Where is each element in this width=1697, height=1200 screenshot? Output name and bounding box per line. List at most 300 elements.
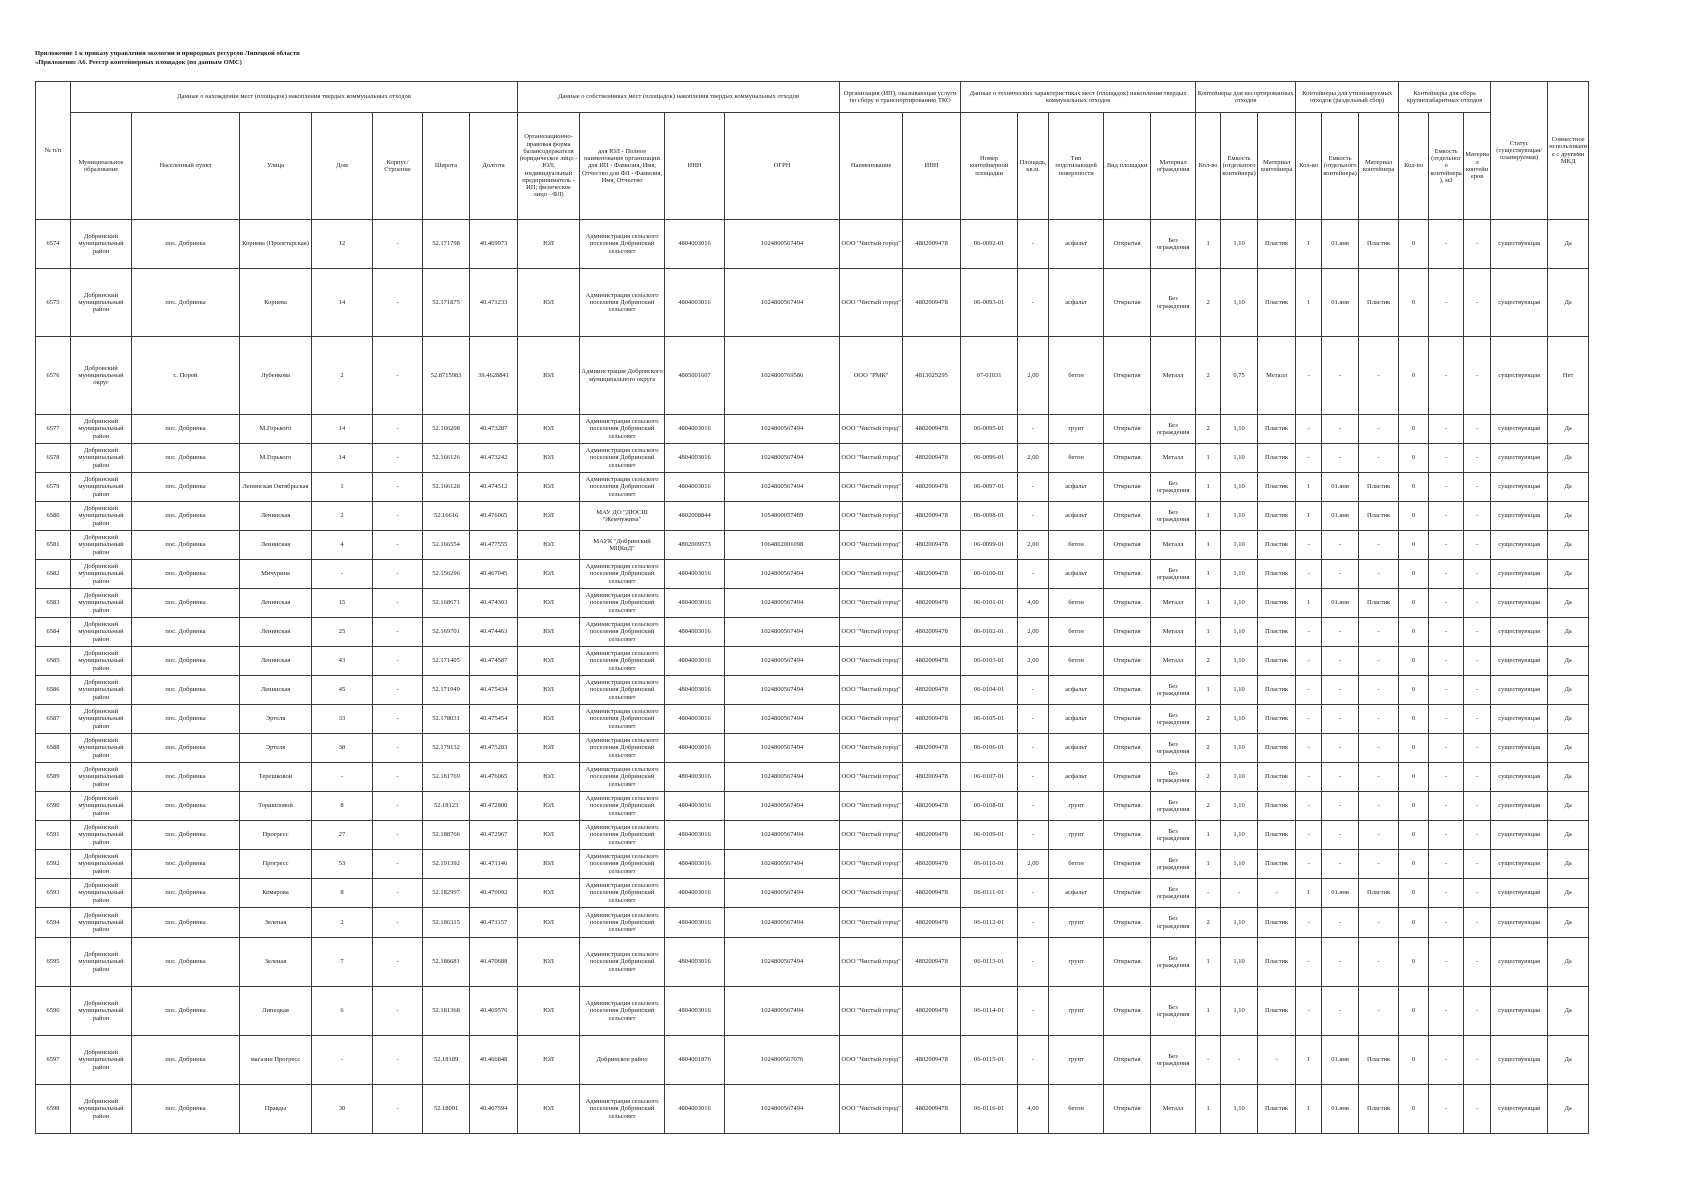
cell-recycle-capacity: - <box>1322 821 1359 850</box>
cell-owner-inn: 4804003016 <box>665 618 725 647</box>
cell-fence: Металл <box>1151 618 1196 647</box>
cell-carrier-name: ООО "Чистый город" <box>840 1085 903 1134</box>
cell-carrier-name: ООО "РМК" <box>840 337 903 415</box>
header-unsorted-qty: Кол-во <box>1196 113 1221 220</box>
cell-owner-ogrn: 1064802001098 <box>725 531 840 560</box>
cell-bulky-capacity: - <box>1429 987 1464 1036</box>
cell-house: 2 <box>312 337 373 415</box>
cell-legal-form: ЮЛ <box>518 531 580 560</box>
cell-recycle-capacity: - <box>1322 938 1359 987</box>
cell-legal-form: ЮЛ <box>518 444 580 473</box>
cell-bulky-qty: 0 <box>1399 647 1429 676</box>
table-row <box>36 705 1589 734</box>
cell-num: 6593 <box>36 879 71 908</box>
cell-unsorted-capacity: 1,10 <box>1221 502 1258 531</box>
cell-longitude: 40.470092 <box>470 879 518 908</box>
cell-status: существующая <box>1491 763 1548 792</box>
cell-site-type: Открытая <box>1104 908 1151 938</box>
cell-site-type: Открытая <box>1104 938 1151 987</box>
cell-legal-form: ЮЛ <box>518 337 580 415</box>
cell-surface: асфальт <box>1049 734 1104 763</box>
cell-site-type: Открытая <box>1104 269 1151 337</box>
cell-carrier-name: ООО "Чистый город" <box>840 850 903 879</box>
cell-bulky-capacity: - <box>1429 269 1464 337</box>
cell-street: Лубенкова <box>240 337 312 415</box>
cell-house: 45 <box>312 676 373 705</box>
cell-settlement: пос. Добринка <box>132 938 240 987</box>
header-num: № п/п <box>36 82 71 220</box>
cell-shared-use: Да <box>1548 560 1589 589</box>
header-latitude: Широта <box>423 113 470 220</box>
cell-recycle-material: - <box>1359 415 1399 444</box>
cell-recycle-material: - <box>1359 444 1399 473</box>
cell-owner-inn: 4804003016 <box>665 763 725 792</box>
cell-street: Правды <box>240 1085 312 1134</box>
cell-owner-ogrn: 1024800567494 <box>725 618 840 647</box>
table-row <box>36 792 1589 821</box>
cell-municipality: Добринский муниципальный район <box>71 1036 132 1085</box>
cell-shared-use: Да <box>1548 705 1589 734</box>
cell-bulky-material: - <box>1464 763 1491 792</box>
cell-unsorted-qty: 1 <box>1196 618 1221 647</box>
cell-owner-ogrn: 1024800567494 <box>725 821 840 850</box>
cell-bulky-qty: 0 <box>1399 589 1429 618</box>
cell-area: 2,00 <box>1018 337 1049 415</box>
cell-bulky-material: - <box>1464 502 1491 531</box>
cell-area: 2,00 <box>1018 444 1049 473</box>
cell-unsorted-material: Пластик <box>1258 269 1296 337</box>
cell-street: Ленинская <box>240 618 312 647</box>
cell-building: - <box>373 502 423 531</box>
cell-recycle-capacity: - <box>1322 531 1359 560</box>
cell-num: 6592 <box>36 850 71 879</box>
cell-building: - <box>373 705 423 734</box>
header-bulky-material: Материал контейнеров <box>1464 113 1491 220</box>
cell-carrier-name: ООО "Чистый город" <box>840 763 903 792</box>
cell-site-type: Открытая <box>1104 792 1151 821</box>
cell-status: существующая <box>1491 987 1548 1036</box>
cell-site-number: 06-0113-01 <box>961 938 1018 987</box>
cell-recycle-capacity: - <box>1322 987 1359 1036</box>
cell-shared-use: Да <box>1548 473 1589 502</box>
cell-area: - <box>1018 473 1049 502</box>
cell-recycle-material: - <box>1359 560 1399 589</box>
cell-area: 4,00 <box>1018 1085 1049 1134</box>
cell-house: - <box>312 560 373 589</box>
cell-longitude: 40.477555 <box>470 531 518 560</box>
cell-settlement: пос. Добринка <box>132 647 240 676</box>
cell-recycle-capacity: 01.янв <box>1322 220 1359 269</box>
cell-unsorted-qty: 2 <box>1196 415 1221 444</box>
cell-building: - <box>373 647 423 676</box>
cell-legal-form: ЮЛ <box>518 938 580 987</box>
cell-house: - <box>312 1036 373 1085</box>
cell-municipality: Добринский муниципальный район <box>71 269 132 337</box>
cell-unsorted-capacity: 1,10 <box>1221 531 1258 560</box>
cell-owner-inn: 4804003016 <box>665 987 725 1036</box>
cell-fence: Металл <box>1151 1085 1196 1134</box>
cell-longitude: 40.476065 <box>470 763 518 792</box>
cell-surface: бетон <box>1049 618 1104 647</box>
cell-unsorted-material: Пластик <box>1258 1085 1296 1134</box>
cell-surface: бетон <box>1049 647 1104 676</box>
cell-num: 6575 <box>36 269 71 337</box>
cell-owner-inn: 4804003016 <box>665 821 725 850</box>
cell-site-number: 06-0105-01 <box>961 705 1018 734</box>
cell-house: 30 <box>312 1085 373 1134</box>
cell-owner-name: МАУК "Добринский МЦКиД" <box>580 531 665 560</box>
cell-area: - <box>1018 763 1049 792</box>
cell-recycle-qty: - <box>1296 444 1322 473</box>
cell-owner-ogrn: 1024800567494 <box>725 908 840 938</box>
cell-bulky-capacity: - <box>1429 1085 1464 1134</box>
cell-street: Ленинская Октябрьская <box>240 473 312 502</box>
cell-site-number: 07-01031 <box>961 337 1018 415</box>
cell-municipality: Добринский муниципальный район <box>71 531 132 560</box>
cell-fence: Без ограждения <box>1151 415 1196 444</box>
cell-carrier-name: ООО "Чистый город" <box>840 705 903 734</box>
cell-area: - <box>1018 705 1049 734</box>
cell-settlement: пос. Добринка <box>132 589 240 618</box>
cell-surface: асфальт <box>1049 473 1104 502</box>
cell-recycle-capacity: 01.янв <box>1322 1085 1359 1134</box>
cell-municipality: Добринский муниципальный район <box>71 444 132 473</box>
table-row <box>36 821 1589 850</box>
cell-status: существующая <box>1491 560 1548 589</box>
cell-recycle-capacity: - <box>1322 676 1359 705</box>
cell-shared-use: Да <box>1548 676 1589 705</box>
cell-longitude: 40.472800 <box>470 792 518 821</box>
cell-surface: грунт <box>1049 908 1104 938</box>
cell-carrier-name: ООО "Чистый город" <box>840 1036 903 1085</box>
cell-owner-name: Администрация сельского поселения Добринский сельсовет <box>580 987 665 1036</box>
cell-legal-form: ЮЛ <box>518 879 580 908</box>
cell-owner-name: Администрация сельского поселения Добринский сельсовет <box>580 647 665 676</box>
table-row <box>36 560 1589 589</box>
cell-fence: Без ограждения <box>1151 938 1196 987</box>
cell-area: - <box>1018 220 1049 269</box>
cell-recycle-qty: 1 <box>1296 589 1322 618</box>
cell-num: 6581 <box>36 531 71 560</box>
cell-fence: Без ограждения <box>1151 734 1196 763</box>
table-row <box>36 647 1589 676</box>
cell-unsorted-material: Пластик <box>1258 502 1296 531</box>
cell-building: - <box>373 987 423 1036</box>
cell-site-type: Открытая <box>1104 647 1151 676</box>
cell-owner-inn: 4804003016 <box>665 938 725 987</box>
cell-unsorted-capacity: 1,10 <box>1221 938 1258 987</box>
cell-municipality: Добровский муниципальный округ <box>71 337 132 415</box>
cell-owner-ogrn: 1024800567494 <box>725 220 840 269</box>
cell-unsorted-qty: 1 <box>1196 560 1221 589</box>
cell-area: - <box>1018 1036 1049 1085</box>
cell-shared-use: Да <box>1548 647 1589 676</box>
cell-shared-use: Нет <box>1548 337 1589 415</box>
cell-street: Мичурина <box>240 560 312 589</box>
cell-owner-ogrn: 1054800057489 <box>725 502 840 531</box>
cell-recycle-qty: - <box>1296 705 1322 734</box>
cell-recycle-material: - <box>1359 531 1399 560</box>
cell-bulky-capacity: - <box>1429 337 1464 415</box>
cell-num: 6587 <box>36 705 71 734</box>
cell-fence: Металл <box>1151 444 1196 473</box>
cell-recycle-material: Пластик <box>1359 473 1399 502</box>
cell-carrier-name: ООО "Чистый город" <box>840 589 903 618</box>
cell-owner-inn: 4804003016 <box>665 850 725 879</box>
cell-num: 6595 <box>36 938 71 987</box>
cell-unsorted-capacity: 1,10 <box>1221 647 1258 676</box>
cell-settlement: пос. Добринка <box>132 444 240 473</box>
cell-surface: асфальт <box>1049 763 1104 792</box>
table-row <box>36 337 1589 415</box>
cell-longitude: 40.475434 <box>470 676 518 705</box>
cell-fence: Металл <box>1151 647 1196 676</box>
table-body <box>36 220 1589 1134</box>
cell-bulky-material: - <box>1464 734 1491 763</box>
cell-unsorted-capacity: - <box>1221 1036 1258 1085</box>
cell-owner-inn: 4802009573 <box>665 531 725 560</box>
cell-shared-use: Да <box>1548 879 1589 908</box>
cell-surface: асфальт <box>1049 676 1104 705</box>
cell-bulky-capacity: - <box>1429 938 1464 987</box>
cell-site-number: 06-0098-01 <box>961 502 1018 531</box>
cell-surface: грунт <box>1049 821 1104 850</box>
cell-num: 6580 <box>36 502 71 531</box>
cell-street: Эртеля <box>240 705 312 734</box>
cell-legal-form: ЮЛ <box>518 220 580 269</box>
table-row <box>36 1085 1589 1134</box>
cell-recycle-capacity: - <box>1322 792 1359 821</box>
cell-bulky-material: - <box>1464 908 1491 938</box>
cell-settlement: пос. Добринка <box>132 415 240 444</box>
cell-carrier-name: ООО "Чистый город" <box>840 502 903 531</box>
cell-site-number: 06-0107-01 <box>961 763 1018 792</box>
cell-surface: асфальт <box>1049 220 1104 269</box>
cell-owner-name: Администрация сельского поселения Добринский сельсовет <box>580 792 665 821</box>
cell-unsorted-capacity: 1,10 <box>1221 792 1258 821</box>
cell-recycle-capacity: 01.янв <box>1322 1036 1359 1085</box>
cell-bulky-material: - <box>1464 618 1491 647</box>
header-unsorted-capacity: Емкость (отдельного контейнера) <box>1221 113 1258 220</box>
cell-bulky-capacity: - <box>1429 220 1464 269</box>
table-row <box>36 763 1589 792</box>
cell-recycle-material: - <box>1359 647 1399 676</box>
cell-site-type: Открытая <box>1104 850 1151 879</box>
cell-longitude: 40.466848 <box>470 1036 518 1085</box>
cell-latitude: 52.179132 <box>423 734 470 763</box>
cell-carrier-inn: 4802009478 <box>903 705 961 734</box>
cell-owner-ogrn: 1024800567076 <box>725 1036 840 1085</box>
header-site-type: Вид площадки <box>1104 113 1151 220</box>
cell-owner-inn: 4804003016 <box>665 676 725 705</box>
cell-building: - <box>373 821 423 850</box>
cell-surface: асфальт <box>1049 879 1104 908</box>
header-owner-name: для ЮЛ - Полное наименование организации для ИП - Фамилия, Имя, Отчество для ФЛ - Фамилия, Имя, Отчество <box>580 113 665 220</box>
cell-street: Зеленая <box>240 938 312 987</box>
cell-legal-form: ЮЛ <box>518 734 580 763</box>
cell-latitude: 52.171798 <box>423 220 470 269</box>
cell-surface: грунт <box>1049 987 1104 1036</box>
cell-owner-name: Добринское райпо <box>580 1036 665 1085</box>
cell-site-type: Открытая <box>1104 444 1151 473</box>
cell-carrier-inn: 4802009478 <box>903 850 961 879</box>
cell-site-type: Открытая <box>1104 1036 1151 1085</box>
table-row <box>36 734 1589 763</box>
cell-building: - <box>373 269 423 337</box>
cell-bulky-material: - <box>1464 938 1491 987</box>
cell-site-number: 06-0095-01 <box>961 415 1018 444</box>
cell-longitude: 40.469576 <box>470 987 518 1036</box>
cell-area: - <box>1018 908 1049 938</box>
cell-owner-ogrn: 1024800567494 <box>725 589 840 618</box>
cell-bulky-capacity: - <box>1429 647 1464 676</box>
cell-municipality: Добринский муниципальный район <box>71 908 132 938</box>
cell-owner-name: Администрация Добровского муниципального округа <box>580 337 665 415</box>
cell-bulky-qty: 0 <box>1399 705 1429 734</box>
cell-building: - <box>373 879 423 908</box>
cell-latitude: 52.16616 <box>423 502 470 531</box>
cell-bulky-qty: 0 <box>1399 821 1429 850</box>
cell-bulky-qty: 0 <box>1399 938 1429 987</box>
header-settlement: Населенный пункт <box>132 113 240 220</box>
cell-unsorted-qty: - <box>1196 879 1221 908</box>
cell-carrier-inn: 4802009478 <box>903 763 961 792</box>
cell-site-type: Открытая <box>1104 618 1151 647</box>
cell-municipality: Добринский муниципальный район <box>71 560 132 589</box>
cell-building: - <box>373 618 423 647</box>
cell-legal-form: ЮЛ <box>518 589 580 618</box>
cell-bulky-qty: 0 <box>1399 220 1429 269</box>
cell-bulky-material: - <box>1464 269 1491 337</box>
cell-unsorted-material: Пластик <box>1258 850 1296 879</box>
header-longitude: Долгота <box>470 113 518 220</box>
cell-area: - <box>1018 734 1049 763</box>
cell-owner-inn: 4804003016 <box>665 1085 725 1134</box>
cell-recycle-material: Пластик <box>1359 1036 1399 1085</box>
title-line-1: Приложение 1 к приказу управления экологии и природных ресурсов Липецкой области <box>35 50 300 57</box>
cell-municipality: Добринский муниципальный район <box>71 473 132 502</box>
cell-fence: Без ограждения <box>1151 560 1196 589</box>
cell-owner-name: Администрация сельского поселения Добринский сельсовет <box>580 850 665 879</box>
cell-surface: бетон <box>1049 850 1104 879</box>
cell-latitude: 52.166126 <box>423 444 470 473</box>
cell-carrier-inn: 4802009478 <box>903 1036 961 1085</box>
cell-building: - <box>373 1036 423 1085</box>
cell-municipality: Добринский муниципальный район <box>71 618 132 647</box>
cell-latitude: 52.178031 <box>423 705 470 734</box>
cell-recycle-qty: - <box>1296 850 1322 879</box>
cell-site-number: 06-0096-01 <box>961 444 1018 473</box>
cell-num: 6585 <box>36 647 71 676</box>
cell-area: - <box>1018 560 1049 589</box>
cell-carrier-name: ООО "Чистый город" <box>840 618 903 647</box>
cell-recycle-capacity: 01.янв <box>1322 879 1359 908</box>
cell-owner-name: Администрация сельского поселения Добринский сельсовет <box>580 821 665 850</box>
cell-owner-inn: 4804003016 <box>665 705 725 734</box>
cell-area: 2,00 <box>1018 618 1049 647</box>
cell-unsorted-qty: 2 <box>1196 269 1221 337</box>
cell-house: 25 <box>312 618 373 647</box>
cell-bulky-capacity: - <box>1429 589 1464 618</box>
cell-num: 6582 <box>36 560 71 589</box>
cell-settlement: пос. Добринка <box>132 618 240 647</box>
cell-unsorted-material: Пластик <box>1258 473 1296 502</box>
cell-owner-name: Администрация сельского поселения Добринский сельсовет <box>580 618 665 647</box>
cell-status: существующая <box>1491 337 1548 415</box>
cell-latitude: 52.166128 <box>423 473 470 502</box>
cell-municipality: Добринский муниципальный район <box>71 589 132 618</box>
cell-longitude: 40.473287 <box>470 415 518 444</box>
cell-bulky-material: - <box>1464 589 1491 618</box>
cell-owner-name: МАУ ДО "ДЮСШ "Жемчужина" <box>580 502 665 531</box>
cell-legal-form: ЮЛ <box>518 473 580 502</box>
cell-carrier-name: ООО "Чистый город" <box>840 415 903 444</box>
cell-owner-ogrn: 1024800567494 <box>725 1085 840 1134</box>
cell-owner-name: Администрация сельского поселения Добринский сельсовет <box>580 763 665 792</box>
cell-owner-ogrn: 1024800567494 <box>725 879 840 908</box>
cell-unsorted-qty: 1 <box>1196 531 1221 560</box>
cell-bulky-qty: 0 <box>1399 560 1429 589</box>
cell-settlement: пос. Добринка <box>132 908 240 938</box>
cell-house: 12 <box>312 220 373 269</box>
cell-street: Корнева <box>240 269 312 337</box>
cell-recycle-qty: - <box>1296 676 1322 705</box>
cell-recycle-qty: - <box>1296 618 1322 647</box>
cell-surface: асфальт <box>1049 502 1104 531</box>
cell-building: - <box>373 850 423 879</box>
cell-recycle-material: - <box>1359 987 1399 1036</box>
cell-latitude: 52.18123 <box>423 792 470 821</box>
cell-legal-form: ЮЛ <box>518 987 580 1036</box>
cell-recycle-qty: - <box>1296 415 1322 444</box>
cell-owner-inn: 4804003016 <box>665 792 725 821</box>
cell-num: 6590 <box>36 792 71 821</box>
cell-bulky-material: - <box>1464 705 1491 734</box>
cell-street: Ленинская <box>240 502 312 531</box>
cell-num: 6594 <box>36 908 71 938</box>
table-row <box>36 589 1589 618</box>
cell-unsorted-qty: 1 <box>1196 220 1221 269</box>
cell-unsorted-qty: 2 <box>1196 734 1221 763</box>
cell-surface: бетон <box>1049 531 1104 560</box>
cell-surface: бетон <box>1049 589 1104 618</box>
cell-longitude: 40.474587 <box>470 647 518 676</box>
cell-owner-name: Администрация сельского поселения Добринский сельсовет <box>580 879 665 908</box>
cell-owner-ogrn: 1024800567494 <box>725 444 840 473</box>
cell-legal-form: ЮЛ <box>518 792 580 821</box>
header-group-owner: Данные о собственниках мест (площадок) накопления твердых коммунальных отходов <box>518 82 840 113</box>
cell-status: существующая <box>1491 1085 1548 1134</box>
cell-unsorted-material: Пластик <box>1258 531 1296 560</box>
cell-shared-use: Да <box>1548 444 1589 473</box>
cell-recycle-capacity: 01.янв <box>1322 589 1359 618</box>
header-row-columns <box>36 113 1589 220</box>
cell-carrier-inn: 4802009478 <box>903 618 961 647</box>
cell-legal-form: ЮЛ <box>518 763 580 792</box>
cell-status: существующая <box>1491 647 1548 676</box>
cell-unsorted-qty: 2 <box>1196 763 1221 792</box>
cell-building: - <box>373 444 423 473</box>
cell-owner-name: Администрация сельского поселения Добринский сельсовет <box>580 908 665 938</box>
cell-house: 8 <box>312 792 373 821</box>
cell-site-number: 06-0109-01 <box>961 821 1018 850</box>
cell-surface: грунт <box>1049 938 1104 987</box>
cell-status: существующая <box>1491 415 1548 444</box>
cell-site-type: Открытая <box>1104 337 1151 415</box>
cell-shared-use: Да <box>1548 734 1589 763</box>
cell-carrier-inn: 4813025295 <box>903 337 961 415</box>
cell-owner-name: Администрация сельского поселения Добринский сельсовет <box>580 589 665 618</box>
